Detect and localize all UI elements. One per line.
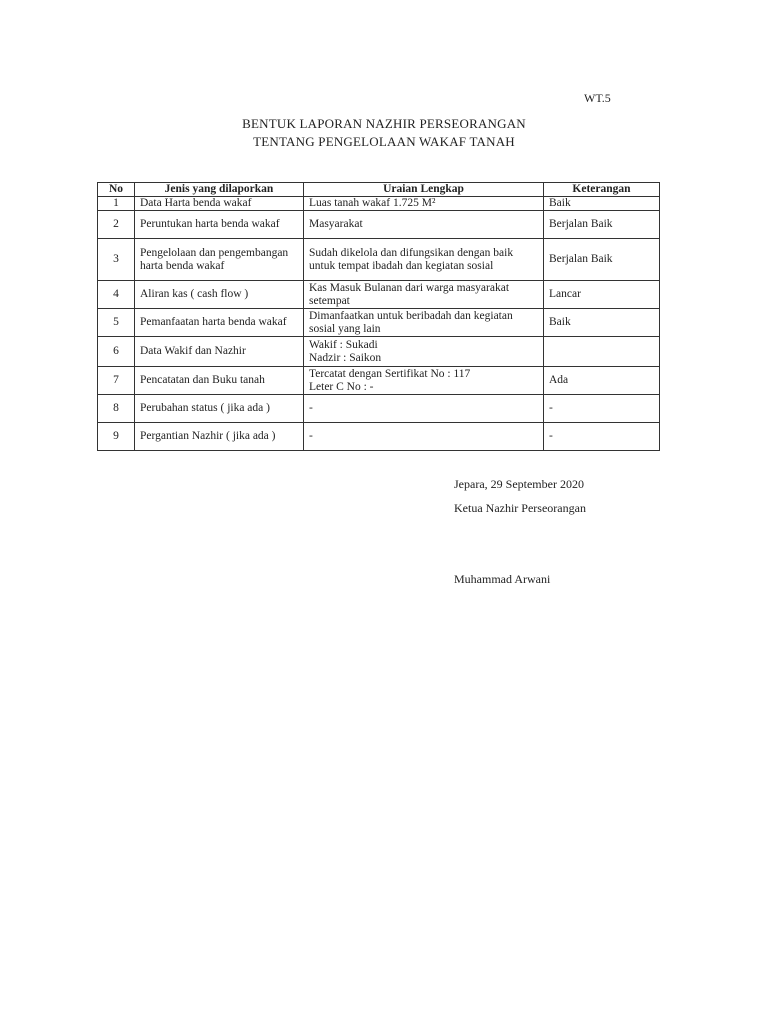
table-row: [98, 395, 660, 423]
document-subtitle: TENTANG PENGELOLAAN WAKAF TANAH: [253, 134, 515, 149]
cell-jenis: Perubahan status ( jika ada ): [135, 395, 304, 423]
cell-no: 7: [98, 367, 135, 395]
cell-no: 8: [98, 395, 135, 423]
leter-c-line: Leter C No : -: [309, 380, 374, 393]
cell-uraian: Masyarakat: [304, 211, 544, 239]
cell-jenis: Pemanfaatan harta benda wakaf: [135, 309, 304, 337]
signature-place-date: Jepara, 29 September 2020: [454, 477, 584, 491]
cell-no: 6: [98, 337, 135, 367]
table-row: [98, 211, 660, 239]
cell-keterangan: Berjalan Baik: [544, 211, 660, 239]
cell-no: 5: [98, 309, 135, 337]
cell-jenis: Pengelolaan dan pengembangan harta benda wakaf: [135, 239, 304, 281]
cell-uraian: [304, 367, 544, 395]
table-row: [98, 367, 660, 395]
cell-keterangan: Baik: [544, 309, 660, 337]
header-keterangan: Keterangan: [544, 183, 660, 197]
cell-uraian: Sudah dikelola dan difungsikan dengan baik untuk tempat ibadah dan kegiatan sosial: [304, 239, 544, 281]
table-row: [98, 423, 660, 451]
cell-keterangan: [544, 337, 660, 367]
cell-no: 9: [98, 423, 135, 451]
header-no: No: [98, 183, 135, 197]
signature-position: Ketua Nazhir Perseorangan: [454, 501, 586, 515]
cell-jenis: Pencatatan dan Buku tanah: [135, 367, 304, 395]
header-uraian: Uraian Lengkap: [304, 183, 544, 197]
cell-keterangan: Berjalan Baik: [544, 239, 660, 281]
cell-keterangan: Baik: [544, 197, 660, 211]
cell-jenis: Data Wakif dan Nazhir: [135, 337, 304, 367]
cell-jenis: Data Harta benda wakaf: [135, 197, 304, 211]
cell-keterangan: -: [544, 423, 660, 451]
table-row: [98, 309, 660, 337]
cell-jenis: Peruntukan harta benda wakaf: [135, 211, 304, 239]
header-jenis: Jenis yang dilaporkan: [135, 183, 304, 197]
cell-uraian: -: [304, 395, 544, 423]
cell-no: 3: [98, 239, 135, 281]
cell-no: 4: [98, 281, 135, 309]
nadzir-line: Nadzir : Saikon: [309, 351, 382, 364]
report-table: [97, 182, 660, 451]
form-code: WT.5: [584, 91, 611, 105]
cell-uraian: -: [304, 423, 544, 451]
cell-uraian: Kas Masuk Bulanan dari warga masyarakat setempat: [304, 281, 544, 309]
cell-keterangan: Lancar: [544, 281, 660, 309]
cell-uraian: Dimanfaatkan untuk beribadah dan kegiatan sosial yang lain: [304, 309, 544, 337]
table-header-row: [98, 183, 660, 197]
cell-uraian: Luas tanah wakaf 1.725 M²: [304, 197, 544, 211]
cell-no: 1: [98, 197, 135, 211]
table-row: [98, 337, 660, 367]
document-title: BENTUK LAPORAN NAZHIR PERSEORANGAN: [242, 116, 526, 131]
cell-uraian: [304, 337, 544, 367]
sertifikat-line: Tercatat dengan Sertifikat No : 117: [309, 367, 471, 380]
cell-jenis: Aliran kas ( cash flow ): [135, 281, 304, 309]
cell-jenis: Pergantian Nazhir ( jika ada ): [135, 423, 304, 451]
cell-keterangan: Ada: [544, 367, 660, 395]
table-row: [98, 239, 660, 281]
wakif-line: Wakif : Sukadi: [309, 338, 378, 351]
table-row: [98, 281, 660, 309]
cell-no: 2: [98, 211, 135, 239]
table-row: [98, 197, 660, 211]
signature-name: Muhammad Arwani: [454, 572, 551, 586]
cell-keterangan: -: [544, 395, 660, 423]
